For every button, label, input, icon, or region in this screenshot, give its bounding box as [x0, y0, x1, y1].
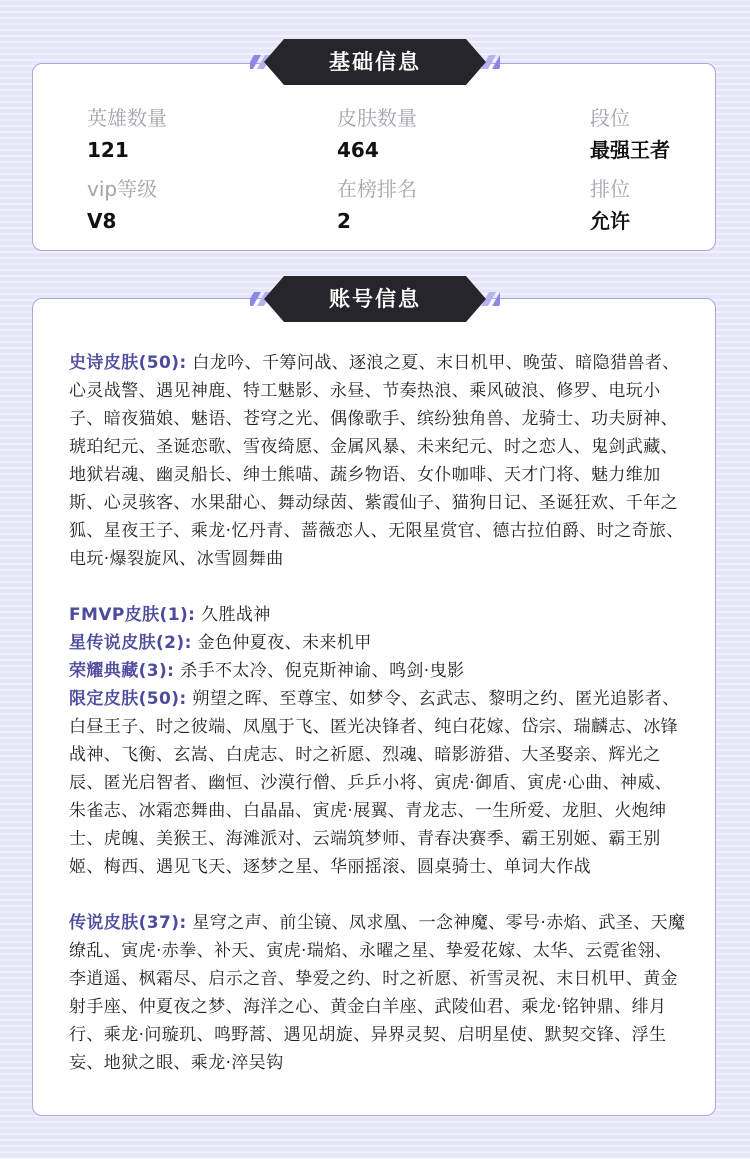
basic-info-title: 基础信息 — [329, 50, 421, 74]
skin-category-fmvp — [69, 601, 689, 629]
hero-count-label: 英雄数量 — [87, 106, 167, 130]
rank-tier-cell — [590, 104, 750, 164]
basic-info-banner — [250, 39, 500, 85]
skin-category-glory-collection — [69, 657, 689, 685]
skin-category-list: 金色仲夏夜、未来机甲 — [197, 633, 372, 653]
skin-category-list: 杀手不太冷、倪克斯神谕、鸣剑·曳影 — [180, 661, 465, 681]
leaderboard-rank-cell — [337, 175, 537, 235]
skin-category-list: 久胜战神 — [201, 605, 271, 625]
account-info-content — [69, 349, 689, 1077]
skin-category-legend — [69, 909, 689, 1077]
skin-category-epic — [69, 349, 689, 573]
skin-count-label: 皮肤数量 — [337, 106, 417, 130]
skin-count-cell — [337, 104, 537, 164]
account-info-banner — [250, 276, 500, 322]
ranked-mode-value: 允许 — [590, 209, 630, 233]
vip-level-label: vip等级 — [87, 177, 158, 201]
skin-category-star-legend — [69, 629, 689, 657]
hero-count-value: 121 — [87, 138, 129, 162]
account-info-card — [32, 298, 716, 1116]
skin-category-name: 传说皮肤(37): — [69, 913, 187, 933]
rank-tier-label: 段位 — [590, 106, 630, 130]
skin-category-name: 荣耀典藏(3): — [69, 661, 175, 681]
vip-level-cell — [87, 175, 287, 235]
skin-category-limited — [69, 685, 689, 881]
hero-count-cell — [87, 104, 287, 164]
skin-category-name: 史诗皮肤(50): — [69, 353, 187, 373]
skin-category-list: 朔望之晖、至尊宝、如梦令、玄武志、黎明之约、匿光追影者、白昼王子、时之彼端、凤凰于飞、匿光决锋者、纯白花嫁、岱宗、瑞麟志、冰锋战神、飞衡、玄嵩、白虎志、时之祈愿、烈魂、暗影游猎、大圣娶亲、辉光之辰、匿光启智者、幽恒、沙漠行僧、乒乒小将、寅虎·御盾、寅虎·心曲、神威、朱雀志、冰霜恋舞曲、白晶晶、寅虎·展翼、青龙志、一生所爱、龙胆、火炮绅士、虎魄、美猴王、海滩派对、云端筑梦师、青春决赛季、霸王别姬、霸王别姬、梅西、遇见飞天、逐梦之星、华丽摇滚、圆桌骑士、单词大作战 — [69, 689, 680, 877]
account-info-title: 账号信息 — [329, 287, 421, 311]
rank-tier-value: 最强王者 — [590, 138, 670, 162]
leaderboard-rank-value: 2 — [337, 209, 351, 233]
skin-category-list: 白龙吟、千筹问战、逐浪之夏、末日机甲、晚萤、暗隐猎兽者、心灵战警、遇见神鹿、特工魅影、永昼、节奏热浪、乘风破浪、修罗、电玩小子、暗夜猫娘、魅语、苍穹之光、偶像歌手、缤纷独角兽、龙骑士、功夫厨神、琥珀纪元、圣诞恋歌、雪夜绮愿、金属风暴、未来纪元、时之恋人、鬼剑武藏、地狱岩魂、幽灵船长、绅士熊喵、蔬乡物语、女仆咖啡、天才门将、魅力维加斯、心灵骇客、水果甜心、舞动绿茵、紫霞仙子、猫狗日记、圣诞狂欢、千年之狐、星夜王子、乘龙·忆丹青、蔷薇恋人、无限星赏官、德古拉伯爵、时之奇旅、电玩·爆裂旋风、冰雪圆舞曲 — [69, 353, 684, 569]
skin-category-name: 星传说皮肤(2): — [69, 633, 192, 653]
skin-count-value: 464 — [337, 138, 379, 162]
ranked-mode-cell — [590, 175, 750, 235]
basic-info-card — [32, 63, 716, 251]
ranked-mode-label: 排位 — [590, 177, 630, 201]
skin-category-list: 星穹之声、前尘镜、凤求凰、一念神魔、零号·赤焰、武圣、天魔缭乱、寅虎·赤拳、补天、寅虎·瑞焰、永曜之星、挚爱花嫁、太华、云霓雀翎、李逍遥、枫霜尽、启示之音、挚爱之约、时之祈愿、祈雪灵祝、末日机甲、黄金射手座、仲夏夜之梦、海洋之心、黄金白羊座、武陵仙君、乘龙·铭钟鼎、绯月行、乘龙·问璇玑、鸣野蒿、遇见胡旋、异界灵契、启明星使、默契交锋、浮生妄、地狱之眼、乘龙·淬吴钩 — [69, 913, 686, 1073]
leaderboard-rank-label: 在榜排名 — [337, 177, 417, 201]
skin-category-name: FMVP皮肤(1): — [69, 605, 196, 625]
skin-category-name: 限定皮肤(50): — [69, 689, 187, 709]
vip-level-value: V8 — [87, 209, 117, 233]
